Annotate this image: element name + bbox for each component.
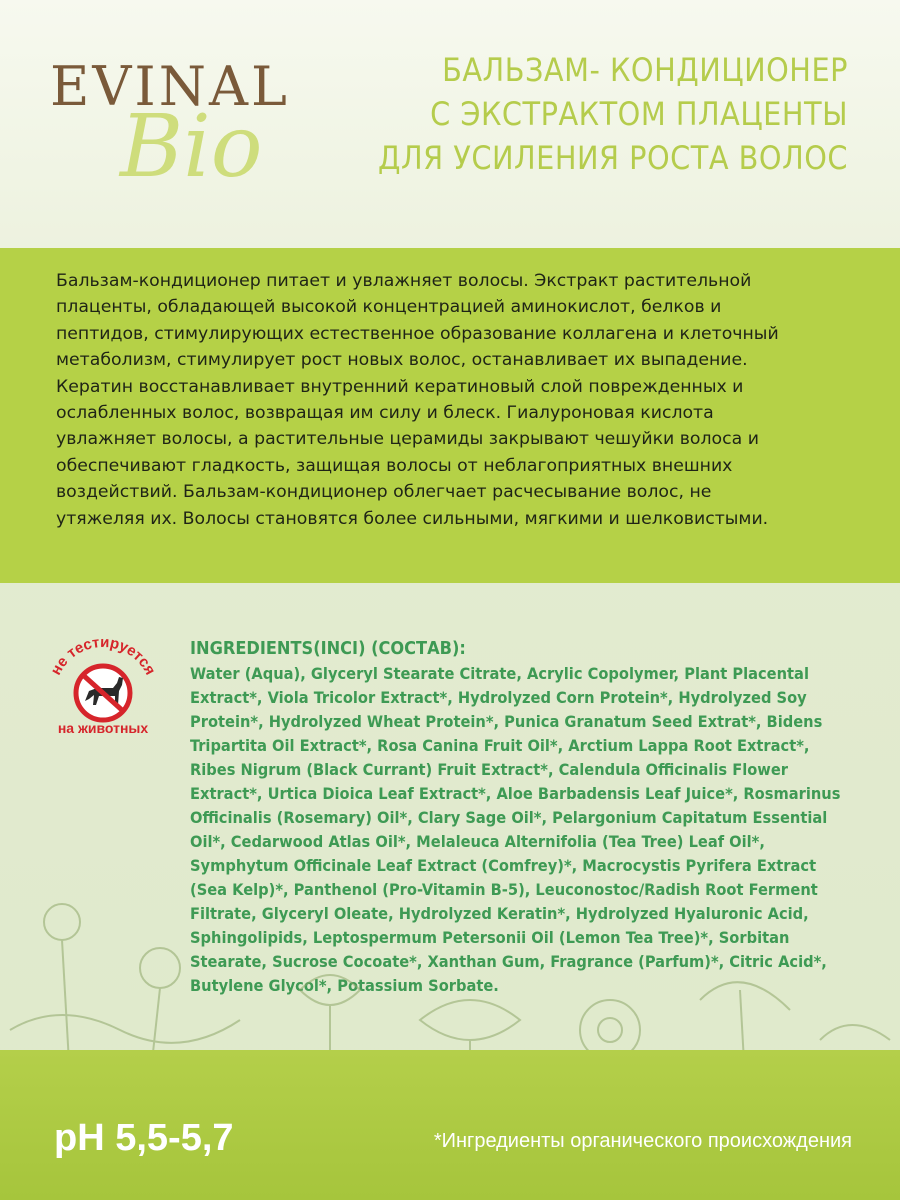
product-title-line: БАЛЬЗАМ- КОНДИЦИОНЕР	[442, 51, 848, 89]
brand-script: Bio	[120, 97, 263, 197]
description-line: ослабленных волос, возвращая им силу и блеск. Гиалуроновая кислота	[56, 403, 714, 424]
product-title	[328, 48, 848, 180]
no-animal-testing-badge	[33, 633, 173, 738]
ingredients-line: Oil*, Cedarwood Atlas Oil*, Melaleuca Alternifolia (Tea Tree) Leaf Oil*,	[190, 832, 765, 851]
badge-top-text: не тестируется	[47, 633, 159, 678]
product-title-line: ДЛЯ УСИЛЕНИЯ РОСТА ВОЛОС	[377, 139, 848, 177]
ingredients-heading: INGREDIENTS(INCI) (СОСТАВ):	[190, 638, 466, 659]
badge-bottom-text: на животных	[57, 720, 149, 736]
ingredients-line: (Sea Kelp)*, Panthenol (Pro-Vitamin B-5), Leuconostoc/Radish Root Ferment	[190, 880, 818, 899]
description-line: утяжеляя их. Волосы становятся более сильными, мягкими и шелковистыми.	[56, 508, 769, 529]
description-line: увлажняет волосы, а растительные церамиды закрывают чешуйки волоса и	[56, 429, 759, 450]
brand-logo	[50, 55, 320, 205]
description-line: обеспечивают гладкость, защищая волосы от неблагоприятных внешних	[56, 455, 733, 476]
ingredients-line: Officinalis (Rosemary) Oil*, Clary Sage Oil*, Pelargonium Capitatum Essential	[190, 808, 828, 827]
brand-name: EVINAL	[50, 55, 290, 118]
ingredients-line: Ribes Nigrum (Black Currant) Fruit Extract*, Calendula Officinalis Flower	[190, 760, 788, 779]
ingredients-line: Extract*, Urtica Dioica Leaf Extract*, Aloe Barbadensis Leaf Juice*, Rosmarinus	[190, 784, 841, 803]
ingredients-line: Symphytum Officinale Leaf Extract (Comfrey)*, Macrocystis Pyrifera Extract	[190, 856, 817, 875]
ingredients-line: Butylene Glycol*, Potassium Sorbate.	[190, 976, 499, 995]
product-title-line: С ЭКСТРАКТОМ ПЛАЦЕНТЫ	[430, 95, 848, 133]
ingredients-line: Stearate, Sucrose Cocoate*, Xanthan Gum, Fragrance (Parfum)*, Citric Acid*,	[190, 952, 827, 971]
no-animal-testing-icon	[76, 666, 130, 720]
description-line: воздействий. Бальзам-кондиционер облегчает расчесывание волос, не	[56, 482, 712, 503]
description-line: Кератин восстанавливает внутренний кератиновый слой поврежденных и	[56, 376, 744, 397]
ingredients-line: Sphingolipids, Leptospermum Petersonii Oil (Lemon Tea Tree)*, Sorbitan	[190, 928, 790, 947]
description-line: Бальзам-кондиционер питает и увлажняет волосы. Экстракт растительной	[56, 271, 752, 291]
description-line: плаценты, обладающей высокой концентрацией аминокислот, белков и	[56, 297, 722, 318]
ingredients-line: Extract*, Viola Tricolor Extract*, Hydrolyzed Corn Protein*, Hydrolyzed Soy	[190, 688, 807, 707]
description-text	[56, 268, 856, 532]
description-line: метаболизм, стимулирует рост новых волос, останавливает их выпадение.	[56, 350, 748, 371]
ingredients-line: Filtrate, Glyceryl Oleate, Hydrolyzed Keratin*, Hydrolyzed Hyaluronic Acid,	[190, 904, 809, 923]
ingredients-line: Protein*, Hydrolyzed Wheat Protein*, Punica Granatum Seed Extrat*, Bidens	[190, 712, 823, 731]
ph-value: pH 5,5-5,7	[54, 1117, 234, 1159]
ingredients-line: Tripartita Oil Extract*, Rosa Canina Fruit Oil*, Arctium Lappa Root Extract*,	[190, 736, 810, 755]
description-line: пептидов, стимулирующих естественное образование коллагена и клеточный	[56, 323, 779, 344]
ingredients-line: Water (Aqua), Glyceryl Stearate Citrate, Acrylic Copolymer, Plant Placental	[190, 664, 809, 683]
organic-footnote: *Ингредиенты органического происхождения	[433, 1130, 852, 1152]
